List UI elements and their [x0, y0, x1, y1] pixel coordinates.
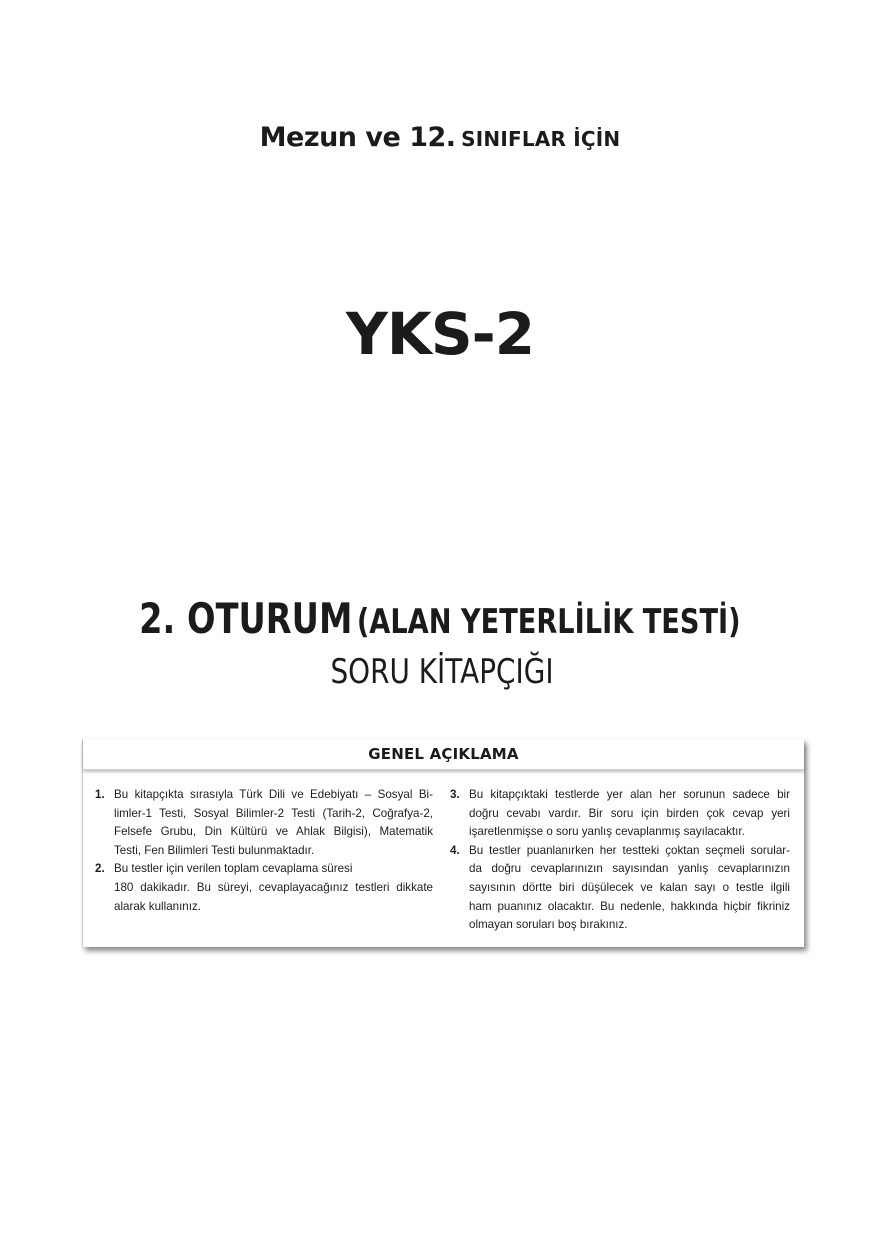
info-item-text: [469, 786, 790, 842]
info-item-text: [114, 786, 433, 860]
info-item-text: [114, 860, 433, 916]
general-info-box: [82, 739, 804, 947]
audience-heading-main: Mezun ve 12.: [259, 122, 456, 153]
info-item-number: 1.: [95, 788, 105, 801]
info-item-line: alarak kullanınız.: [114, 899, 201, 913]
booklet-title: [0, 652, 880, 692]
booklet-title-text: SORU KİTAPÇIĞI: [330, 652, 554, 692]
info-item-text: [469, 842, 790, 935]
audience-heading: [0, 122, 880, 153]
info-item-number: 2.: [95, 862, 105, 876]
session-title: 2. OTURUM: [139, 594, 353, 643]
info-item-line: limler-1 Testi, Sosyal Bilimler-2 Testi (Tarih-2, Coğrafya-2,: [114, 806, 433, 820]
info-column-left: [95, 786, 433, 916]
session-subtitle: (ALAN YETERLİLİK TESTİ): [356, 602, 741, 642]
info-item-line: sayısının dörtte biri düşülecek ve kalan sayı o testle ilgili: [469, 880, 790, 894]
info-item-line: Bu kitapçıktaki testlerde yer alan her sorunun sadece bir: [469, 788, 790, 801]
info-item-line: olmayan soruları boş bırakınız.: [469, 918, 628, 932]
info-item-line: Bu testler için verilen toplam cevaplama süresi: [114, 862, 353, 876]
info-item: [95, 786, 433, 860]
info-item-line: 180 dakikadır. Bu süreyi, cevaplayacağınız testleri dikkate: [114, 880, 433, 894]
exam-title: YKS-2: [345, 300, 535, 368]
info-item-number: 3.: [450, 788, 460, 801]
info-item-line: Bu testler puanlanırken her testteki çoktan seçmeli sorular-: [469, 843, 790, 857]
info-item-line: Testi, Fen Bilimleri Testi bulunmaktadır.: [114, 843, 315, 857]
info-item-line: ham puanınız olacaktır. Bu nedenle, hakkında hiçbir fikriniz: [469, 899, 790, 913]
audience-heading-small: SINIFLAR İÇİN: [461, 127, 621, 151]
info-item: [450, 786, 790, 842]
info-item-line: doğru cevabı vardır. Bir soru için birden çok cevap yeri: [469, 806, 790, 820]
session-heading: [0, 594, 880, 643]
info-item-line: Felsefe Grubu, Din Kültürü ve Ahlak Bilgisi), Matematik: [114, 825, 433, 839]
general-info-heading: GENEL AÇIKLAMA: [83, 739, 804, 770]
info-item-number: 4.: [450, 843, 460, 857]
info-item-line: Bu kitapçıkta sırasıyla Türk Dili ve Edebiyatı – Sosyal Bi-: [114, 788, 433, 801]
info-item-line: işaretlenmişse o soru yanlış cevaplanmış sayılacaktır.: [469, 825, 745, 839]
info-item: [95, 860, 433, 916]
info-item: [450, 842, 790, 935]
info-column-right: [450, 786, 790, 935]
info-item-line: da doğru cevaplarınızın sayısından yanlış cevaplarınızın: [469, 862, 790, 876]
